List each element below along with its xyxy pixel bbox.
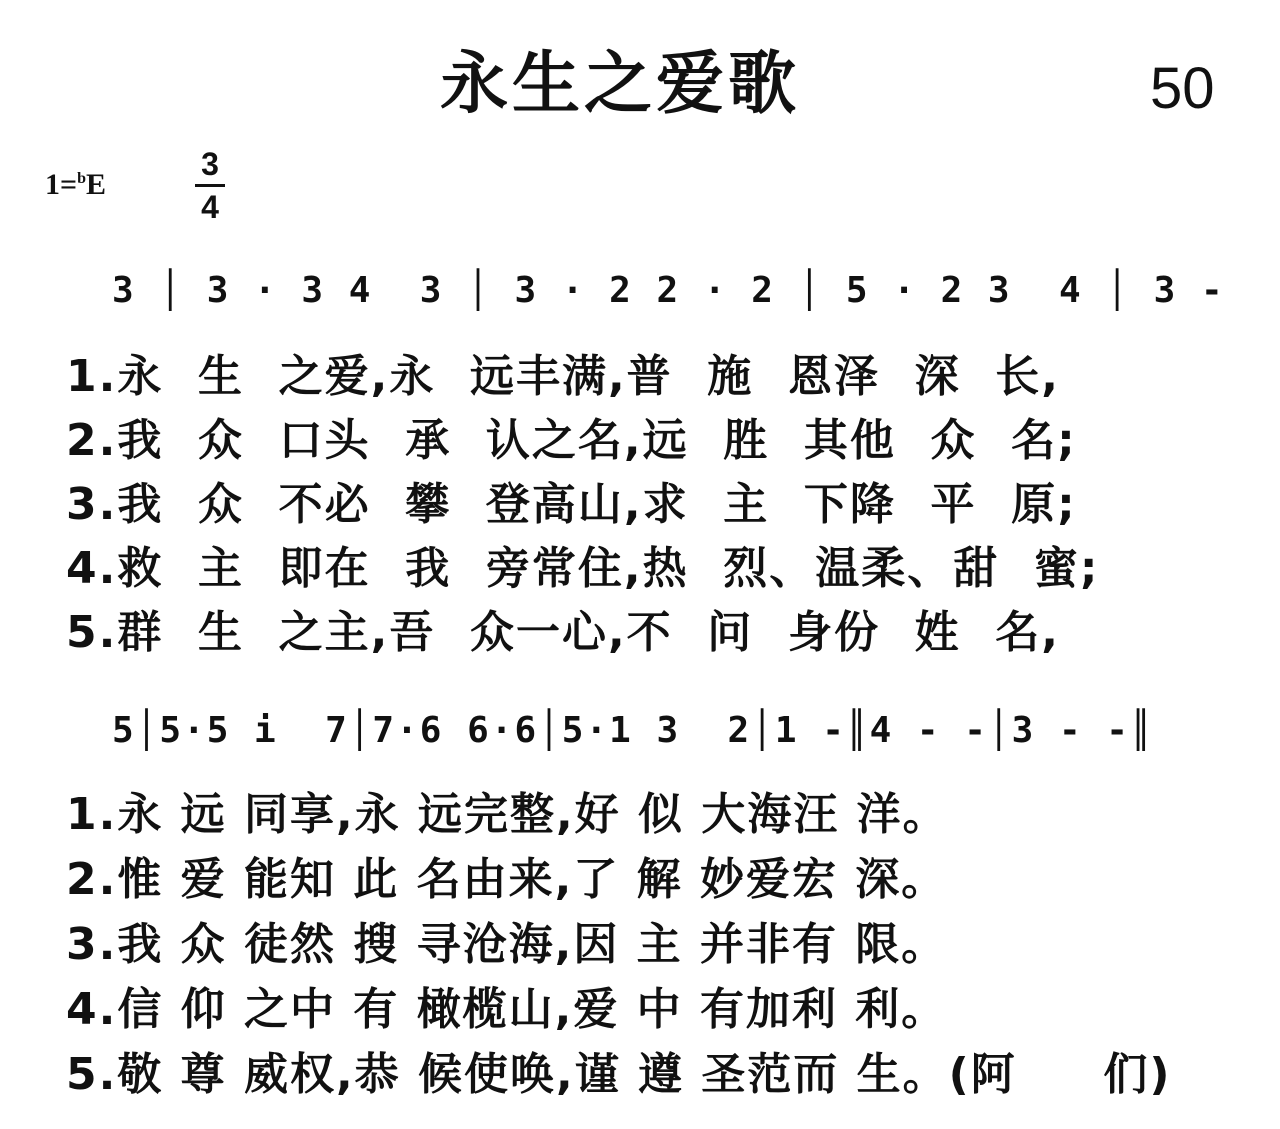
system1-lyric-2: 2.我 众 口头 承 认之名,远 胜 其他 众 名; [66,415,1077,466]
system2-lyric-5: 5.敬 尊 威权,恭 候使唤,谨 遵 圣范而 生。(阿 们) [66,1049,1172,1100]
system2-lyric-3: 3.我 众 徒然 搜 寻沧海,因 主 并非有 限。 [66,919,948,970]
hymn-number: 50 [1150,56,1215,121]
system2-lyric-4: 4.信 仰 之中 有 橄榄山,爱 中 有加利 利。 [66,984,948,1035]
system1-lyric-5: 5.群 生 之主,吾 众一心,不 问 身份 姓 名, [66,607,1060,658]
time-signature [195,148,225,223]
system2-lyric-2: 2.惟 爱 能知 此 名由来,了 解 妙爱宏 深。 [66,854,948,905]
key-signature [45,168,106,202]
key-note: E [86,168,107,201]
hymn-title: 永生之爱歌 [440,45,801,124]
system1-lyric-3: 3.我 众 不必 攀 登高山,求 主 下降 平 原; [66,479,1077,530]
system2-lyric-1: 1.永 远 同享,永 远完整,好 似 大海汪 洋。 [66,789,949,840]
time-signature-divider [195,184,225,187]
system2-notes: 5│5·5 i 7│7·6 6·6│5·1 3 2│1 -║4 - -│3 - -║ [112,710,1154,751]
system1-lyric-1: 1.永 生 之爱,永 远丰满,普 施 恩泽 深 长, [66,351,1060,402]
key-prefix: 1= [45,168,78,201]
time-signature-bottom: 4 [201,189,219,225]
system1-notes: 3 │ 3 · 3 4 3 │ 3 · 2 2 · 2 │ 5 · 2 3 4 │ 3 - [112,270,1225,311]
flat-sign: b [77,170,87,187]
time-signature-top: 3 [201,146,219,182]
system1-lyric-4: 4.救 主 即在 我 旁常住,热 烈、温柔、甜 蜜; [66,543,1100,594]
